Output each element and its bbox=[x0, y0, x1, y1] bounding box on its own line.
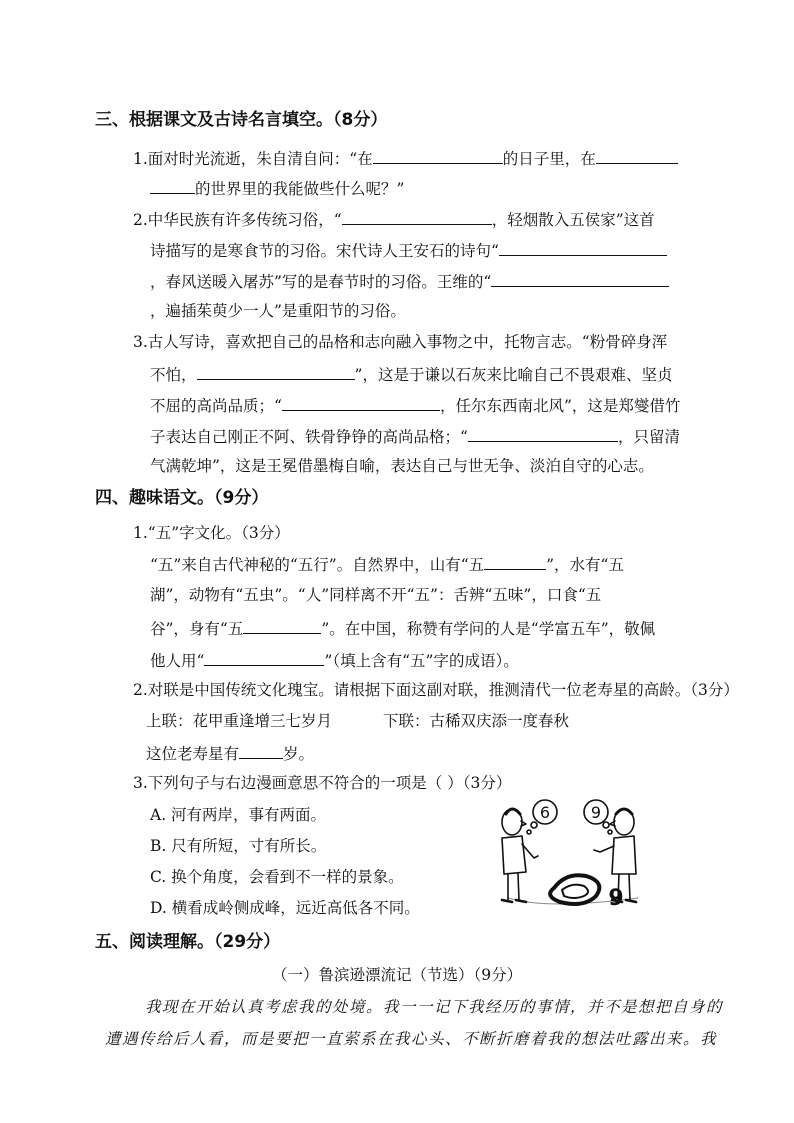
text: 气满乾坤”，这是王冕借墨梅自喻，表达自己与世无争、淡泊自守的心志。 bbox=[150, 457, 654, 475]
answer-blank[interactable] bbox=[373, 147, 503, 164]
question-3-2-line-4 bbox=[150, 301, 406, 321]
text: ，春风送暖入屠苏”写的是春节时的习俗。王维的“ bbox=[150, 273, 492, 291]
question-4-1-line-2 bbox=[150, 585, 601, 605]
text: 湖”，动物有“五虫”。“人”同样离不开“五”：舌辨“五味”，口食“五 bbox=[150, 586, 602, 604]
text: ”，这是于谦以石灰来比喻自己不畏艰难、坚贞 bbox=[354, 366, 673, 384]
text: 不怕， bbox=[150, 366, 197, 384]
answer-blank[interactable] bbox=[282, 394, 440, 411]
question-3-2-line-3 bbox=[150, 270, 669, 292]
answer-blank[interactable] bbox=[342, 208, 492, 225]
text: ”。在中国，称赞有学问的人是“学富五车”，敬佩 bbox=[321, 620, 656, 638]
text: ”（填上含有“五”字的成语）。 bbox=[324, 652, 519, 670]
text: 的世界里的我能做些什么呢？” bbox=[195, 180, 405, 198]
option-d[interactable]: D. 横看成岭侧成峰，远近高低各不同。 bbox=[150, 899, 420, 917]
question-3-3-line-1 bbox=[133, 332, 667, 352]
passage-line-1: 我现在开始认真考虑我的处境。我一一记下我经历的事情，并不是想把自身的 bbox=[145, 998, 724, 1016]
question-3-3-line-3 bbox=[150, 394, 680, 416]
question-4-1-title: 1.“五”字文化。（3分） bbox=[133, 524, 290, 542]
answer-blank[interactable] bbox=[484, 553, 546, 570]
couplet-lower: 下联：古稀双庆添一度春秋 bbox=[383, 712, 570, 730]
text: 他人用“ bbox=[150, 652, 205, 670]
text: 2.中华民族有许多传统习俗，“ bbox=[133, 211, 342, 229]
answer-blank[interactable] bbox=[468, 425, 618, 442]
text: “五”来自古代神秘的“五行”。自然界中，山有“五 bbox=[150, 556, 485, 574]
question-4-2-answer-line bbox=[146, 742, 314, 764]
text: 的日子里，在 bbox=[502, 150, 596, 168]
text: ，轻烟散入五侯家”这首 bbox=[491, 211, 655, 229]
text: ”，水有“五 bbox=[546, 556, 624, 574]
section-4-heading: 四、趣味语文。（9分） bbox=[95, 488, 269, 508]
answer-blank[interactable] bbox=[499, 239, 667, 256]
question-3-1-line-1 bbox=[133, 147, 678, 169]
text: 不屈的高尚品质；“ bbox=[150, 397, 282, 415]
question-4-1-line-4 bbox=[150, 649, 519, 671]
text: ，只留清 bbox=[617, 428, 680, 446]
question-4-3-title: 3.下列句子与右边漫画意思不符合的一项是（ ）（3分） bbox=[133, 774, 512, 792]
section-5-heading: 五、阅读理解。（29分） bbox=[95, 932, 281, 952]
question-3-3-line-4 bbox=[150, 425, 680, 447]
text: 3.古人写诗，喜欢把自己的品格和志向融入事物之中，托物言志。“粉骨碎身浑 bbox=[133, 333, 668, 351]
cartoon-illustration bbox=[488, 792, 648, 918]
answer-blank[interactable] bbox=[197, 363, 355, 380]
passage-title: （一）鲁滨逊漂流记（节选）（9分） bbox=[272, 966, 523, 984]
text: 子表达自己刚正不阿、铁骨铮铮的高尚品格；“ bbox=[150, 428, 468, 446]
text: ，遍插茱萸少一人”是重阳节的习俗。 bbox=[150, 302, 406, 320]
text: 谷”，身有“五 bbox=[150, 620, 244, 638]
question-3-3-line-2 bbox=[150, 363, 672, 385]
answer-blank[interactable] bbox=[204, 649, 324, 666]
option-b[interactable]: B. 尺有所短，寸有所长。 bbox=[150, 837, 327, 855]
answer-blank[interactable] bbox=[239, 742, 283, 759]
question-4-1-line-3 bbox=[150, 617, 655, 639]
text: 这位老寿星有 bbox=[146, 745, 240, 763]
text: 诗描写的是寒食节的习俗。宋代诗人王安石的诗句“ bbox=[150, 242, 499, 260]
right-bubble-digit: 9 bbox=[590, 803, 602, 822]
answer-blank[interactable] bbox=[243, 617, 321, 634]
text: 1.面对时光流逝，朱自清自问：“在 bbox=[133, 150, 373, 168]
question-4-1-line-1 bbox=[150, 553, 624, 575]
question-3-2-line-2 bbox=[150, 239, 667, 261]
couplet-upper: 上联：花甲重逢增三七岁月 bbox=[146, 712, 333, 730]
section-3-heading: 三、根据课文及古诗名言填空。（8分） bbox=[95, 110, 388, 130]
question-3-1-line-2 bbox=[150, 177, 404, 199]
option-a[interactable]: A. 河有两岸，事有两面。 bbox=[150, 806, 327, 824]
question-3-2-line-1 bbox=[133, 208, 655, 230]
left-bubble-digit: 6 bbox=[539, 803, 551, 822]
text: ，任尔东西南北风”，这是郑燮借竹 bbox=[439, 397, 681, 415]
text: 岁。 bbox=[283, 745, 315, 763]
answer-blank[interactable] bbox=[491, 270, 669, 287]
option-c[interactable]: C. 换个角度，会看到不一样的景象。 bbox=[150, 868, 404, 886]
floor-digit: 9 bbox=[608, 886, 624, 911]
question-4-2-title: 2.对联是中国传统文化瑰宝。请根据下面这副对联，推测清代一位老寿星的高龄。（3分） bbox=[133, 681, 739, 699]
question-3-3-line-5 bbox=[150, 456, 654, 476]
answer-blank[interactable] bbox=[150, 177, 195, 194]
passage-line-2: 遭遇传给后人看，而是要把一直萦系在我心头、不断折磨着我的想法吐露出来。我 bbox=[105, 1030, 718, 1048]
answer-blank[interactable] bbox=[596, 147, 678, 164]
